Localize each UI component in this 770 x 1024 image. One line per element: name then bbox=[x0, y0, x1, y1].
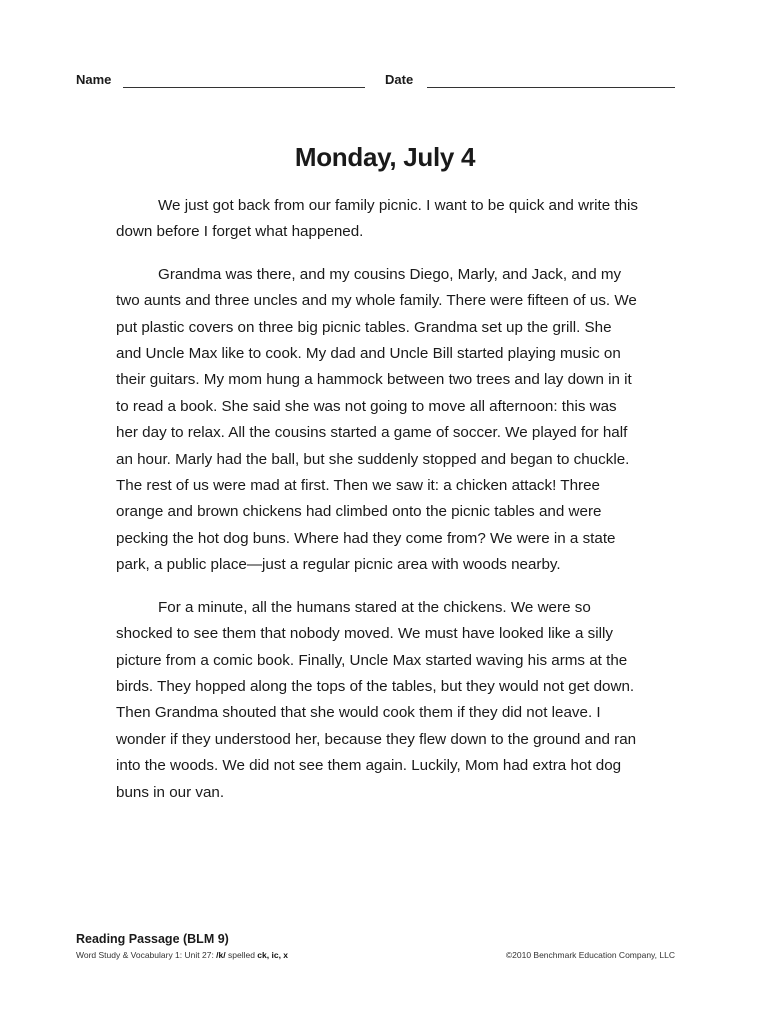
paragraph-2: Grandma was there, and my cousins Diego, Marly, and Jack, and my two aunts and three uncles and my whole family. There were fifteen of us. We put plastic covers on three big picnic tables. Grandma set up the grill. She and Uncle Max like to cook. My dad and Uncle Bill started playing music on their guitars. My mom hung a hammock between two trees and lay down in it to read a book. She said she was not going to move all afternoon: this was her day to relax. All the cousins started a game of soccer. We played for half an hour. Marly had the ball, but she suddenly stopped and began to chuckle. The rest of us were mad at first. Then we saw it: a chicken attack! Three orange and brown chickens had climbed onto the picnic tables and were pecking the hot dog buns. Where had they come from? We were in a state park, a public place—just a regular picnic area with woods nearby. bbox=[116, 265, 637, 574]
reading-passage bbox=[116, 193, 638, 822]
footer-subtitle-mid: spelled bbox=[225, 950, 258, 960]
footer-subtitle-spellings: ck, ic, x bbox=[257, 950, 289, 960]
page-title: Monday, July 4 bbox=[294, 142, 476, 172]
name-label: Name bbox=[76, 72, 112, 87]
paragraph-1: We just got back from our family picnic. I want to be quick and write this down before I forget what happened. bbox=[116, 197, 639, 241]
footer-subtitle bbox=[76, 950, 288, 960]
date-write-line bbox=[427, 87, 675, 88]
footer-subtitle-prefix: Word Study & Vocabulary 1: Unit 27: bbox=[76, 950, 217, 960]
footer-title: Reading Passage (BLM 9) bbox=[76, 932, 229, 946]
paragraph-3: For a minute, all the humans stared at the chickens. We were so shocked to see them that nobody moved. We must have looked like a silly picture from a comic book. Finally, Uncle Max started waving his arms at the birds. They hopped along the tops of the tables, but they would not get down. Then Grandma shouted that she would cook them if they did not leave. I wonder if they understood her, because they flew down to the ground and ran into the woods. We did not see them again. Luckily, Mom had extra hot dog buns in our van. bbox=[116, 598, 637, 801]
name-date-header bbox=[76, 72, 676, 92]
copyright-notice: ©2010 Benchmark Education Company, LLC bbox=[505, 950, 675, 960]
name-write-line bbox=[123, 87, 365, 88]
date-label: Date bbox=[385, 72, 414, 87]
footer-subtitle-sound: /k/ bbox=[216, 950, 226, 960]
